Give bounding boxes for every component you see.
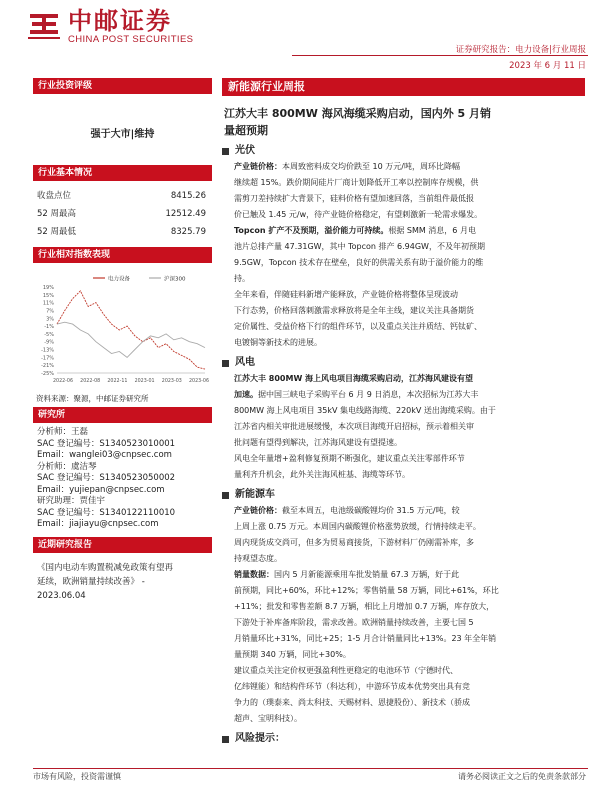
bullet-square-icon: [222, 148, 229, 155]
x-tick-label: 2022-08: [80, 379, 101, 384]
line-text: 争力的（璞泰来、尚太科技、天赐材料、恩捷股份）、新技术（骄成: [234, 698, 470, 707]
paragraph-line: [234, 239, 585, 255]
y-tick-label: 19%: [42, 285, 54, 291]
line-text: 电镀铜等新技术的进展。: [234, 338, 322, 347]
y-tick-label: -5%: [44, 331, 54, 338]
x-tick-label: 2023-06: [188, 379, 210, 384]
paragraph: [222, 451, 585, 483]
paragraph-line: [234, 695, 585, 711]
stat-label: 52 周最高: [37, 209, 77, 219]
section-risk: [222, 731, 585, 747]
logo-english-name: CHINA POST SECURITIES: [68, 34, 194, 45]
y-tick-label: 15%: [42, 292, 54, 299]
paragraph-line: [234, 679, 585, 695]
bullet-square-icon: [222, 736, 229, 743]
line-text: 持。: [234, 274, 250, 283]
stat-value: 12512.49: [165, 209, 206, 219]
section-title: 新能源车: [235, 489, 275, 500]
paragraph-line: [234, 599, 585, 615]
x-tick-label: 2022-11: [107, 379, 128, 384]
paragraph-line: [234, 207, 585, 223]
line-text: 全年来看，伴随硅料新增产能释放，产业链价格将整体呈现波动: [234, 290, 458, 299]
title-line: 量超预期: [224, 124, 268, 137]
line-text: 风电全年量增+盈利修复预期不断强化，建议重点关注零部件环节: [234, 454, 465, 463]
line-text: 800MW 海上风电项目 35kV 集电线路海缆、220kV 送出海缆采购。由于: [234, 406, 496, 415]
paragraph: [222, 663, 585, 727]
paragraph-line: [234, 387, 585, 403]
line-text: 本周致密料成交均价跌至 10 万元/吨，周环比降幅: [282, 162, 460, 171]
analyst-email[interactable]: Email：wanglei03@cnpsec.com: [37, 450, 172, 460]
investment-rating: 强于大市|维持: [90, 129, 155, 140]
bold-lead: 加速。: [234, 390, 258, 399]
line-text: 月销量环比+31%，同比+25；1-5 月合计销量同比+13%。23 年全年销: [234, 634, 497, 643]
paragraph-line: [234, 287, 585, 303]
paragraph-line: [234, 467, 585, 483]
paragraph: [222, 223, 585, 287]
line-text: 量预期 340 万辆，同比+30%。: [234, 650, 351, 659]
china-post-logo-icon: [26, 8, 62, 42]
paragraph-line: [234, 435, 585, 451]
y-tick-label: 7%: [46, 308, 54, 315]
paragraph-line: [234, 647, 585, 663]
paragraph: [222, 503, 585, 567]
section-title: 风电: [235, 357, 255, 368]
line-text: 量利齐升机会，此外关注海风桩基、海缆等环节。: [234, 470, 410, 479]
y-tick-label: 3%: [46, 316, 54, 323]
section-wind: [222, 355, 585, 371]
recent-report-line: 延续，欧洲销量持续改善》 -: [37, 576, 145, 587]
stat-row: [33, 223, 212, 241]
bullet-square-icon: [222, 360, 229, 367]
line-text: 亿纬锂能）和结构件环节（科达利），中游环节成本优势突出具有竞: [234, 682, 470, 691]
line-text: +11%；批发和零售差额 8.7 万辆，相比上月增加 0.7 万辆，库存放大，: [234, 602, 495, 611]
series-line: [57, 291, 205, 369]
paragraph: [222, 371, 585, 451]
analyst-heading: 研究所: [33, 407, 212, 423]
stat-label: 收盘点位: [37, 191, 72, 201]
section-ev: [222, 487, 585, 503]
y-tick-label: -17%: [41, 355, 54, 362]
paragraph-line: [234, 519, 585, 535]
stat-label: 52 周最低: [37, 227, 77, 237]
y-tick-label: -21%: [41, 363, 54, 370]
line-text: 超声、宝明科技）。: [234, 714, 302, 723]
header-divider: [292, 55, 588, 56]
basic-info-heading: 行业基本情况: [33, 165, 212, 181]
paragraph-line: [234, 223, 585, 239]
paragraph: [222, 287, 585, 351]
paragraph-line: [234, 451, 585, 467]
bold-lead: Topcon 扩产不及预期，溢价能力可持续。: [234, 226, 389, 235]
analyst-line: 分析师：王磊: [37, 427, 89, 437]
line-text: 国内 5 月新能源乘用车批发销量 67.3 万辆，好于此: [274, 570, 460, 579]
main-content: [222, 78, 585, 747]
footer-divider: [33, 768, 588, 769]
paragraph-line: [234, 191, 585, 207]
analyst-line: SAC 登记编号：S1340523050002: [37, 473, 176, 483]
logo-chinese-name: 中邮证券: [68, 6, 172, 35]
paragraph-line: [234, 271, 585, 287]
stat-row: [33, 205, 212, 223]
line-text: 下游处于补库备库阶段，需求改善。欧洲销量持续改善，主要七国 5: [234, 618, 474, 627]
paragraph-line: [234, 663, 585, 679]
line-text: 持观望态度。: [234, 554, 282, 563]
bullet-square-icon: [222, 492, 229, 499]
x-tick-label: 2023-01: [134, 379, 155, 384]
y-tick-label: -1%: [44, 324, 54, 331]
x-tick-label: 2022-06: [52, 379, 74, 384]
paragraph: [222, 159, 585, 223]
performance-chart: [33, 269, 212, 391]
line-text: 需剪刀差持续扩大背景下，硅料价格有望加速回落，当前组件最低报: [234, 194, 474, 203]
paragraph-line: [234, 631, 585, 647]
bold-lead: 销量数据：: [234, 570, 274, 579]
legend-label: 沪深300: [164, 276, 186, 283]
bold-lead: 产业链价格：: [234, 506, 282, 515]
paragraph-line: [234, 615, 585, 631]
legend-label: 电力设备: [108, 276, 131, 283]
analyst-email[interactable]: Email：jiajiayu@cnpsec.com: [37, 519, 159, 529]
paragraph-line: [234, 335, 585, 351]
report-title: [222, 105, 585, 139]
analyst-line: 研究助理：贾佳宇: [37, 496, 106, 506]
bold-lead: 江苏大丰 800MW 海上风电项目海缆采购启动，江苏海风建设有望: [234, 374, 474, 383]
stat-value: 8415.26: [170, 191, 206, 201]
stat-value: 8325.79: [170, 227, 206, 237]
recent-reports-heading: 近期研究报告: [33, 537, 212, 553]
section-title: 风险提示：: [235, 733, 285, 744]
line-text: 上周上涨 0.75 万元。本周国内碳酸锂价格涨势放缓，行情持续走平。: [234, 522, 481, 531]
line-text: 继续超 15%。跌价期间硅片厂商计划降低开工率以控制库存规模，供: [234, 178, 479, 187]
paragraph-line: [234, 319, 585, 335]
line-text: 定价属性、受益价格下行的组件环节，以及重点关注并质结、钙钛矿、: [234, 322, 482, 331]
rating-heading: 行业投资评级: [33, 78, 212, 94]
line-text: 周内现货成交尚可，但多为贸易商接货，下游材料厂仍刚需补库，多: [234, 538, 474, 547]
x-tick-label: 2023-03: [161, 379, 182, 384]
column-heading: 新能源行业周报: [222, 78, 585, 96]
analyst-line: SAC 登记编号：S1340122110010: [37, 507, 176, 518]
y-tick-label: 11%: [42, 300, 54, 307]
analyst-line: 分析师：虞洁琴: [37, 461, 97, 472]
report-date: 2023 年 6 月 11 日: [509, 61, 586, 71]
series-line: [57, 322, 205, 357]
recent-report-line: 2023.06.04: [37, 590, 86, 601]
y-tick-label: -9%: [44, 339, 54, 346]
recent-report-link[interactable]: [33, 561, 212, 603]
line-text: 截至本周五，电池级碳酸锂均价 31.5 万元/吨，较: [282, 506, 460, 515]
paragraph-line: [234, 403, 585, 419]
paragraph-line: [234, 567, 585, 583]
stat-row: [33, 187, 212, 205]
paragraph-line: [234, 535, 585, 551]
y-tick-label: -25%: [41, 371, 54, 377]
line-text: 前预期，同比+60%，环比+12%；零售销量 58 万辆，同比+61%，环比: [234, 586, 499, 595]
recent-report-line: 《国内电动车购置税减免政策有望再: [37, 562, 174, 573]
line-text: 池片总排产量 47.31GW，其中 Topcon 排产 6.94GW，不及年初预期: [234, 242, 485, 251]
line-text: 下行态势，价格回落刺激需求释放将是全年主线，建议关注具备期货: [234, 306, 474, 315]
chart-source: 资料来源：聚源，中邮证券研究所: [36, 394, 149, 403]
footer-risk-note: 市场有风险，投资需谨慎: [33, 772, 121, 781]
paragraph-line: [234, 583, 585, 599]
report-meta: 证券研究报告：电力设备|行业周报: [455, 45, 586, 55]
line-text: 9.5GW，Topcon 技术存在壁垒，良好的供需关系有助于溢价能力的维: [234, 258, 484, 267]
paragraph-line: [234, 255, 585, 271]
line-text: 根据 SMM 消息，6 月电: [388, 226, 476, 235]
line-text: 价已触及 1.45 元/w，待产业链价格稳定，有望刺激新一轮需求爆发。: [234, 210, 483, 219]
paragraph-line: [234, 711, 585, 727]
paragraph-line: [234, 159, 585, 175]
company-logo: [26, 6, 204, 46]
line-text: 江苏省内相关审批进展缓慢，本次项目海缆开启招标，预示着相关审: [234, 422, 474, 431]
paragraph-line: [234, 175, 585, 191]
paragraph-line: [234, 503, 585, 519]
section-pv: [222, 143, 585, 159]
paragraph-line: [234, 303, 585, 319]
line-text: 批问题有望得到解决，江苏海风建设有望提速。: [234, 438, 402, 447]
paragraph-line: [234, 551, 585, 567]
paragraph: [222, 567, 585, 663]
bold-lead: 产业链价格：: [234, 162, 282, 171]
title-line: 江苏大丰 800MW 海风海缆采购启动，国内外 5 月销: [224, 107, 492, 120]
line-text: 建议重点关注定价权更强盈利性更稳定的电池环节（宁德时代、: [234, 666, 458, 675]
analyst-line: SAC 登记编号：S1340523010001: [37, 438, 176, 449]
y-tick-label: -13%: [41, 347, 54, 354]
line-text: 据中国三峡电子采购平台 6 月 9 日消息，本次招标为江苏大丰: [258, 390, 479, 399]
sidebar: [33, 78, 212, 603]
paragraph-line: [234, 419, 585, 435]
footer-disclaimer: 请务必阅读正文之后的免责条款部分: [458, 772, 586, 781]
section-title: 光伏: [235, 145, 255, 156]
relative-performance-heading: 行业相对指数表现: [33, 247, 212, 263]
performance-chart-svg: [33, 269, 212, 391]
analyst-email[interactable]: Email：yujiepan@cnpsec.com: [37, 484, 165, 495]
paragraph-line: [234, 371, 585, 387]
